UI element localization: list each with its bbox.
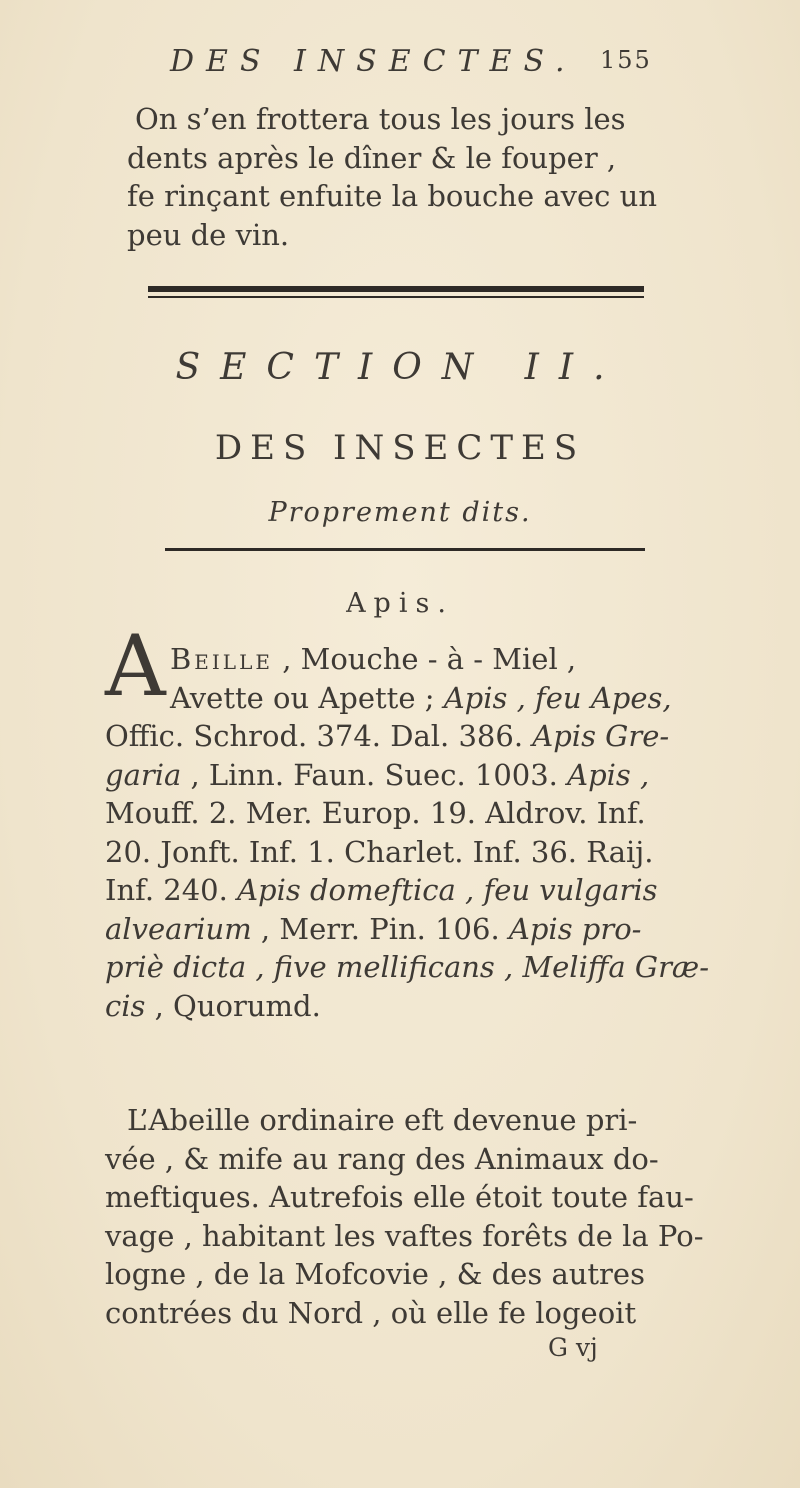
text-line: Inf. 240. Apis domeftica , feu vulgaris bbox=[105, 873, 658, 907]
text-line: 20. Jonft. Inf. 1. Charlet. Inf. 36. Raij. bbox=[105, 834, 654, 869]
section-heading: SECTION II. bbox=[175, 347, 625, 388]
text-line: vée , & mife au rang des Animaux do- bbox=[105, 1141, 659, 1176]
signature-mark: G vj bbox=[548, 1333, 598, 1362]
subheading-note: Proprement dits. bbox=[268, 497, 532, 528]
text-line: Mouff. 2. Mer. Europ. 19. Aldrov. Inf. bbox=[105, 796, 646, 830]
text-line: L’Abeille ordinaire eft devenue pri- bbox=[127, 1103, 638, 1137]
text-line: Avette ou Apette ; Apis , feu Apes, bbox=[170, 680, 672, 715]
top-paragraph bbox=[105, 100, 665, 254]
text-line: contrées du Nord , où elle fe logeoit bbox=[105, 1295, 637, 1330]
text-line: dents après le dîner & le fouper , bbox=[127, 140, 617, 175]
page-number: 155 bbox=[600, 46, 652, 74]
text-line: vage , habitant les vaftes forêts de la Po- bbox=[105, 1218, 704, 1253]
text-line: Beille , Mouche - à - Miel , bbox=[170, 642, 577, 676]
text-line: priè dicta , five mellificans , Meliffa Græ- bbox=[105, 950, 709, 984]
entry-title: Apis. bbox=[346, 588, 454, 619]
body-paragraph bbox=[105, 1101, 704, 1332]
subheading: DES INSECTES bbox=[214, 428, 586, 468]
text-line: fe rinçant enfuite la bouche avec un bbox=[127, 179, 658, 213]
drop-cap: A bbox=[105, 617, 166, 715]
text-line: cis , Quorumd. bbox=[105, 988, 321, 1023]
ornamental-rule-thin bbox=[148, 296, 644, 298]
text-line: alvearium , Merr. Pin. 106. Apis pro- bbox=[105, 911, 642, 946]
text-line: meftiques. Autrefois elle étoit toute fau- bbox=[105, 1180, 694, 1214]
text-line: logne , de la Mofcovie , & des autres bbox=[105, 1257, 645, 1291]
entry-synonymy bbox=[105, 717, 709, 1025]
text-line: Offic. Schrod. 374. Dal. 386. Apis Gre- bbox=[105, 719, 670, 753]
divider-rule bbox=[165, 548, 645, 551]
text-line: garia , Linn. Faun. Suec. 1003. Apis , bbox=[105, 757, 650, 792]
text-line: peu de vin. bbox=[127, 217, 290, 252]
page-header bbox=[170, 44, 690, 88]
running-title: DES INSECTES. bbox=[170, 44, 577, 79]
text-line: On s’en frottera tous les jours les bbox=[135, 102, 626, 136]
entry-first-lines bbox=[170, 640, 670, 717]
ornamental-rule-thick bbox=[148, 286, 644, 292]
